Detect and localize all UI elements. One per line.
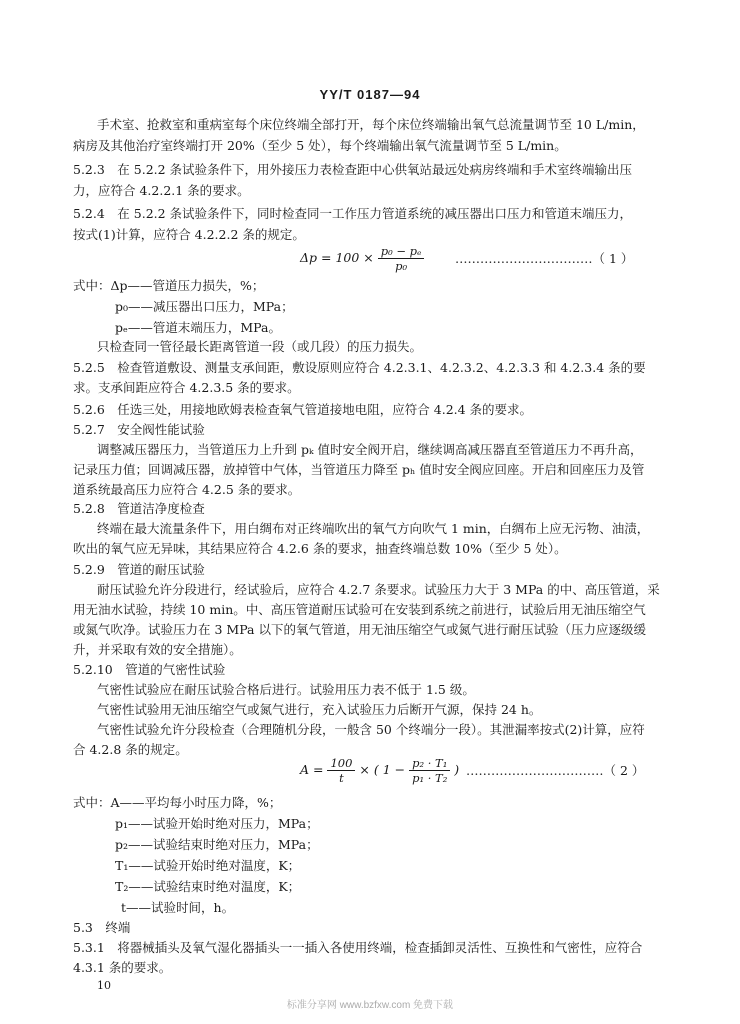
paragraph-line: 吹出的氧气应无异味，其结果应符合 4.2.6 条的要求，抽查终端总数 10%（至少 5 处）。: [73, 541, 567, 556]
equation-1: [300, 244, 424, 273]
where-line: 式中：A——平均每小时压力降，%；: [73, 795, 282, 810]
paragraph-line: 病房及其他治疗室终端打开 20%（至少 5 处），每个终端输出氧气流量调节至 5 L/min。: [73, 138, 567, 153]
page-number: 10: [97, 979, 111, 992]
paragraph-line: 道系统最高压力应符合 4.2.5 条的要求。: [73, 482, 301, 497]
clause-5-2-9-heading: 5.2.9 管道的耐压试验: [73, 562, 205, 577]
equation-2-fraction-b: [409, 756, 450, 785]
paragraph-line: 求。支承间距应符合 4.2.3.5 条的要求。: [73, 380, 300, 395]
paragraph-line: 气密性试验应在耐压试验合格后进行。试验用压力表不低于 1.5 级。: [97, 682, 475, 697]
where-line: T₁——试验开始时绝对温度，K；: [115, 858, 301, 873]
paragraph-line: 4.3.1 条的要求。: [73, 960, 172, 975]
equation-2-numerator-b: p₂ · T₁: [409, 756, 450, 771]
paragraph-line: 气密性试验允许分段检查（合理随机分段，一般含 50 个终端分一段）。其泄漏率按式(2)计算，应符: [97, 722, 645, 737]
equation-2-middle: × ( 1 −: [359, 762, 406, 777]
note-line: 只检查同一管径最长距离管道一段（或几段）的压力损失。: [97, 339, 423, 354]
equation-2-tag: ……………………………（ 2 ）: [466, 763, 645, 778]
clause-5-3-1: 5.3.1 将器械插头及氧气湿化器插头一一插入各使用终端，检查插卸灵活性、互换性和气密性，应符合: [73, 940, 643, 955]
equation-2-numerator-a: 100: [327, 756, 355, 771]
watermark: 标准分享网 www.bzfxw.com 免费下载: [286, 1000, 454, 1011]
equation-2-denominator-b: p₁ · T₂: [412, 771, 448, 785]
clause-5-2-4: 5.2.4 在 5.2.2 条试验条件下，同时检查同一工作压力管道系统的减压器出口压力和管道末端压力，: [73, 206, 633, 221]
paragraph-line: 按式(1)计算，应符合 4.2.2.2 条的规定。: [73, 227, 305, 242]
equation-1-fraction: [378, 244, 425, 273]
paragraph-line: 终端在最大流量条件下，用白绸布对正终端吹出的氧气方向吹气 1 min，白绸布上应无污物、油渍，: [97, 521, 650, 536]
paragraph-line: 手术室、抢救室和重病室每个床位终端全部打开，每个床位终端输出氧气总流量调节至 10 L/min，: [97, 117, 645, 132]
where-line: p₂——试验结束时绝对压力，MPa；: [115, 837, 319, 852]
clause-5-2-7-heading: 5.2.7 安全阀性能试验: [73, 422, 205, 437]
paragraph-line: 或氮气吹净。试验压力在 3 MPa 以下的氧气管道，用无油压缩空气或氮气进行耐压试验（压力应逐级缓: [73, 622, 646, 637]
where-line: T₂——试验结束时绝对温度，K；: [115, 879, 301, 894]
paragraph-line: 气密性试验用无油压缩空气或氮气进行，充入试验压力后断开气源，保持 24 h。: [97, 702, 542, 717]
where-line: t——试验时间，h。: [121, 900, 235, 915]
equation-1-numerator: p₀ − pₑ: [378, 244, 425, 259]
equation-2-fraction-a: [327, 756, 355, 785]
paragraph-line: 升，并采取有效的安全措施）。: [73, 642, 242, 657]
where-line: p₁——试验开始时绝对压力，MPa；: [115, 816, 319, 831]
paragraph-line: 力，应符合 4.2.2.1 条的要求。: [73, 183, 250, 198]
paragraph-line: 记录压力值；回调减压器，放掉管中气体，当管道压力降至 pₕ 值时安全阀应回座。开启和回座压力及管: [73, 462, 645, 477]
where-line: pₑ——管道末端压力，MPa。: [115, 320, 281, 335]
clause-5-2-10-heading: 5.2.10 管道的气密性试验: [73, 662, 226, 677]
paragraph-line: 合 4.2.8 条的规定。: [73, 742, 188, 757]
equation-2-close: ): [454, 762, 460, 777]
clause-5-2-6: 5.2.6 任选三处，用接地欧姆表检查氧气管道接地电阻，应符合 4.2.4 条的要求。: [73, 402, 533, 417]
equation-2-denominator-a: t: [339, 771, 344, 785]
paragraph-line: 用无油水试验，持续 10 min。中、高压管道耐压试验可在安装到系统之前进行，试验后用无油压缩空气: [73, 602, 646, 617]
equation-2-lhs: A =: [300, 762, 324, 777]
paragraph-line: 耐压试验允许分段进行，经试验后，应符合 4.2.7 条要求。试验压力大于 3 MPa 的中、高压管道，采: [97, 582, 660, 597]
equation-1-lhs: Δp = 100 ×: [300, 250, 374, 265]
standard-number-header: YY/T 0187—94: [319, 87, 421, 102]
where-line: p₀——减压器出口压力，MPa；: [115, 299, 294, 314]
clause-5-2-3: 5.2.3 在 5.2.2 条试验条件下，用外接压力表检查距中心供氧站最远处病房终端和手术室终端输出压: [73, 162, 633, 177]
clause-5-3-heading: 5.3 终端: [73, 920, 131, 935]
clause-5-2-8-heading: 5.2.8 管道洁净度检查: [73, 501, 205, 516]
equation-2: [300, 756, 459, 785]
where-line: 式中：Δp——管道压力损失，%；: [73, 278, 265, 293]
paragraph-line: 调整减压器压力，当管道压力上升到 pₖ 值时安全阀开启，继续调高减压器直至管道压力不再升高，: [97, 442, 643, 457]
equation-1-denominator: p₀: [395, 259, 408, 273]
equation-1-tag: ……………………………（ 1 ）: [455, 251, 634, 266]
clause-5-2-5: 5.2.5 检查管道敷设、测量支承间距，敷设原则应符合 4.2.3.1、4.2.3.2、4.2.3.3 和 4.2.3.4 条的要: [73, 360, 646, 375]
